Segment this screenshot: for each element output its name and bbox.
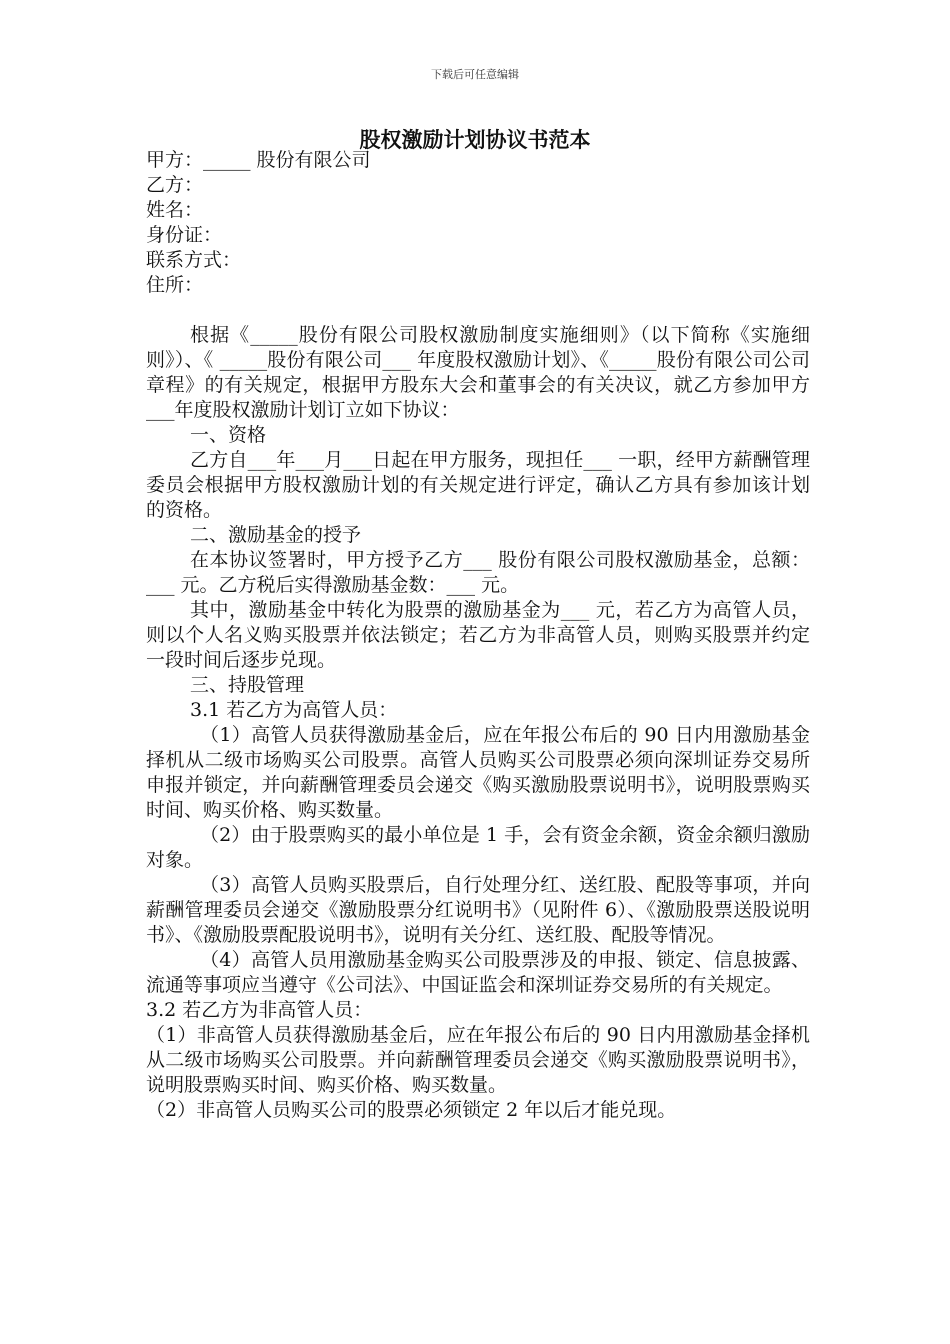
- fund-conversion-paragraph: 其中，激励基金中转化为股票的激励基金为___ 元，若乙方为高管人员，则以个人名义购买股票并依法锁定；若乙方为非高管人员，则购买股票并约定一段时间后逐步兑现。: [146, 599, 810, 671]
- contact-line: 联系方式：: [146, 249, 242, 271]
- id-card-line: 身份证：: [146, 224, 223, 246]
- executive-clause-1: （1）高管人员获得激励基金后，应在年报公布后的 90 日内用激励基金择机从二级市场购买公司股票。高管人员购买公司股票必须向深圳证券交易所申报并锁定，并向薪酬管理委员会递交《购买激励股票说明书》，说明股票购买时间、购买价格、购买数量。: [146, 724, 810, 821]
- fund-grant-paragraph: 在本协议签署时，甲方授予乙方___ 股份有限公司股权激励基金，总额：___ 元。乙方税后实得激励基金数：___ 元。: [146, 549, 810, 596]
- name-line: 姓名：: [146, 199, 204, 221]
- non-executive-clause-2: （2）非高管人员购买公司的股票必须锁定 2 年以后才能兑现。: [146, 1099, 677, 1121]
- section-heading-fund-grant: 二、激励基金的授予: [190, 524, 362, 546]
- subsection-heading-non-executive: 3.2 若乙方为非高管人员：: [146, 999, 373, 1021]
- executive-clause-3: （3）高管人员购买股票后，自行处理分红、送红股、配股等事项，并向薪酬管理委员会递交《激励股票分红说明书》（见附件 6）、《激励股票送股说明书》、《激励股票配股说明书》，说明有关分红、送红股、配股等情况。: [146, 874, 810, 946]
- qualification-paragraph: 乙方自___年___月___日起在甲方服务，现担任___ 一职，经甲方薪酬管理委员会根据甲方股权激励计划的有关规定进行评定，确认乙方具有参加该计划的资格。: [146, 449, 810, 521]
- document-body: [146, 148, 810, 1123]
- executive-clause-2: （2）由于股票购买的最小单位是 1 手，会有资金余额，资金余额归激励对象。: [146, 824, 810, 871]
- non-executive-clause-1: （1）非高管人员获得激励基金后，应在年报公布后的 90 日内用激励基金择机从二级市场购买公司股票。并向薪酬管理委员会递交《购买激励股票说明书》，说明股票购买时间、购买价格、购买数量。: [146, 1024, 810, 1096]
- address-line: 住所：: [146, 274, 204, 296]
- subsection-heading-executive: 3.1 若乙方为高管人员：: [190, 699, 398, 721]
- page-header-note: 下载后可任意编辑: [431, 68, 519, 81]
- party-a-line: 甲方：_____ 股份有限公司: [146, 149, 371, 171]
- document-title: 股权激励计划协议书范本: [359, 127, 591, 152]
- party-b-line: 乙方：: [146, 174, 204, 196]
- section-heading-holding: 三、持股管理: [190, 674, 305, 696]
- executive-clause-4: （4）高管人员用激励基金购买公司股票涉及的申报、锁定、信息披露、流通等事项应当遵守《公司法》、中国证监会和深圳证券交易所的有关规定。: [146, 949, 810, 996]
- party-info-block: [146, 148, 810, 298]
- preamble-paragraph: 根据《_____股份有限公司股权激励制度实施细则》（以下简称《实施细则》）、《 _____股份有限公司___ 年度股权激励计划》、《_____股份有限公司公司章程》的有关规定，根据甲方股东大会和董事会的有关决议，就乙方参加甲方___年度股权激励计划订立如下协议：: [146, 324, 810, 421]
- section-heading-qualification: 一、资格: [190, 424, 267, 446]
